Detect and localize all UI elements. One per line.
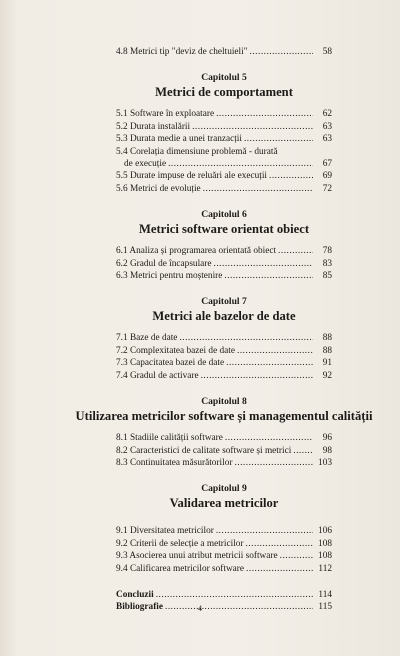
- toc-entry: [116, 270, 332, 282]
- toc-entry-label: 8.1 Stadiile calității software: [116, 433, 223, 444]
- toc-page-number: 108: [318, 538, 332, 549]
- toc-page-number: 88: [322, 333, 332, 344]
- toc-entry: [116, 332, 332, 344]
- chapter-title: Metrici software orientat obiect: [138, 222, 310, 237]
- toc-page-number: 67: [322, 159, 332, 170]
- toc-entry-label: 9.4 Calificarea metricilor software: [116, 563, 245, 574]
- dot-leader: [201, 370, 313, 382]
- toc-page-number: 63: [322, 121, 332, 132]
- toc-entry-label: 5.1 Software în exploatare: [116, 109, 215, 120]
- chapter-label: Capitolul 7: [201, 296, 247, 308]
- dot-leader: [192, 121, 313, 133]
- dot-leader: [246, 538, 313, 550]
- toc-entry: [116, 170, 332, 182]
- toc-entry: [116, 370, 332, 382]
- toc-entry-label: Bibliografie: [116, 602, 163, 613]
- toc-entry: [116, 457, 332, 469]
- toc-entry: [116, 46, 332, 58]
- toc-entry: [116, 432, 332, 444]
- toc-page-number: 58: [322, 47, 332, 57]
- dot-leader: [226, 357, 313, 369]
- chapter-label: Capitolul 6: [201, 209, 247, 221]
- dot-leader: [237, 345, 313, 357]
- dot-leader: [216, 108, 313, 120]
- toc-entry: [116, 258, 332, 270]
- toc-entry: [116, 121, 332, 133]
- toc-entry: [116, 345, 332, 357]
- toc-page-number: 108: [318, 551, 332, 562]
- toc-page-number: 96: [322, 433, 332, 444]
- toc-entry-label: 5.2 Durata instalării: [116, 121, 191, 132]
- toc-entry-label: 5.5 Durate impuse de reluări ale execuții: [116, 171, 268, 182]
- toc-page-number: 114: [318, 589, 332, 600]
- chapter-title: Metrici ale bazelor de date: [152, 309, 296, 324]
- toc-page-number: 112: [318, 563, 332, 574]
- chapter-label: Capitolul 8: [201, 396, 247, 408]
- toc-entry-label: 7.1 Baze de date: [116, 333, 178, 344]
- toc-entry: [116, 538, 332, 550]
- toc-entry-label: de execuție: [124, 159, 167, 170]
- dot-leader: [214, 258, 313, 270]
- dot-leader: [156, 589, 313, 601]
- toc-entry-label: 6.3 Metrici pentru moștenire: [116, 271, 223, 282]
- dot-leader: [250, 46, 313, 58]
- dot-leader: [293, 445, 313, 457]
- dot-leader: [179, 332, 313, 344]
- toc-page-number: 103: [318, 457, 332, 468]
- chapter-label: Capitolul 5: [201, 72, 247, 84]
- toc-entry-label: 9.1 Diversitatea metricilor: [116, 526, 214, 537]
- toc-entry-label: 5.6 Metrici de evoluție: [116, 183, 201, 194]
- page-number: 4: [198, 604, 202, 613]
- toc-page-number: 83: [322, 258, 332, 269]
- toc-page-number: 69: [322, 171, 332, 182]
- toc-entry: [116, 146, 332, 158]
- toc-page-number: 98: [322, 445, 332, 456]
- toc-entry-label: 4.8 Metrici tip "deviz de cheltuieli": [116, 47, 248, 57]
- toc-entry: [116, 445, 332, 457]
- chapter-title: Validarea metricilor: [169, 496, 279, 511]
- toc-entry-label: 5.4 Corelația dimensiune problemă - durată: [116, 146, 278, 157]
- dot-leader: [224, 270, 313, 282]
- toc-entry-label: 8.3 Continuitatea măsurătorilor: [116, 457, 233, 468]
- dot-leader: [278, 245, 313, 257]
- toc-entry-label: 7.4 Gradul de activare: [116, 370, 199, 381]
- chapter-title: Utilizarea metricilor software și managementul calității: [75, 409, 373, 424]
- toc-entry: [116, 550, 332, 562]
- toc-entry: [116, 108, 332, 120]
- toc-page-number: 115: [318, 602, 332, 613]
- toc-entry: [116, 158, 332, 170]
- table-of-contents: [75, 46, 373, 614]
- toc-entry-label: 9.2 Criterii de selecție a metricilor: [116, 538, 244, 549]
- toc-entry-label: 9.3 Asocierea unui atribut metricii software: [116, 551, 278, 562]
- toc-entry-label: 5.3 Durata medie a unei tranzacții: [116, 134, 242, 145]
- dot-leader: [269, 170, 313, 182]
- toc-entry: [116, 133, 332, 145]
- toc-page-number: 63: [322, 134, 332, 145]
- toc-entry-label: 8.2 Caracteristici de calitate software și metrici: [116, 445, 292, 456]
- toc-entry: [116, 357, 332, 369]
- dot-leader: [280, 550, 313, 562]
- dot-leader: [225, 432, 313, 444]
- toc-entry: [116, 525, 332, 537]
- toc-page-number: 91: [322, 358, 332, 369]
- toc-page-number: 85: [322, 271, 332, 282]
- toc-page-number: 62: [322, 109, 332, 120]
- chapter-title: Metrici de comportament: [155, 85, 293, 100]
- toc-entry-label: Concluzii: [116, 589, 154, 600]
- dot-leader: [203, 183, 313, 195]
- dot-leader: [244, 133, 313, 145]
- toc-entry-label: 7.3 Capacitatea bazei de date: [116, 358, 225, 369]
- toc-page-number: 72: [322, 183, 332, 194]
- toc-page-number: 92: [322, 370, 332, 381]
- toc-page-number: 106: [318, 526, 332, 537]
- chapter-label: Capitolul 9: [201, 483, 247, 495]
- toc-page-number: 88: [322, 345, 332, 356]
- dot-leader: [216, 525, 313, 537]
- toc-entry: [116, 183, 332, 195]
- toc-entry: [116, 245, 332, 257]
- toc-entry-label: 6.2 Gradul de încapsulare: [116, 258, 212, 269]
- toc-entry-label: 7.2 Complexitatea bazei de date: [116, 345, 236, 356]
- dot-leader: [168, 158, 313, 170]
- toc-entry-label: 6.1 Analiza și programarea orientată obiect: [116, 246, 277, 257]
- dot-leader: [246, 563, 313, 575]
- toc-page-number: 78: [322, 246, 332, 257]
- toc-entry-conclusions: [116, 589, 332, 601]
- toc-entry: [116, 563, 332, 575]
- dot-leader: [234, 457, 313, 469]
